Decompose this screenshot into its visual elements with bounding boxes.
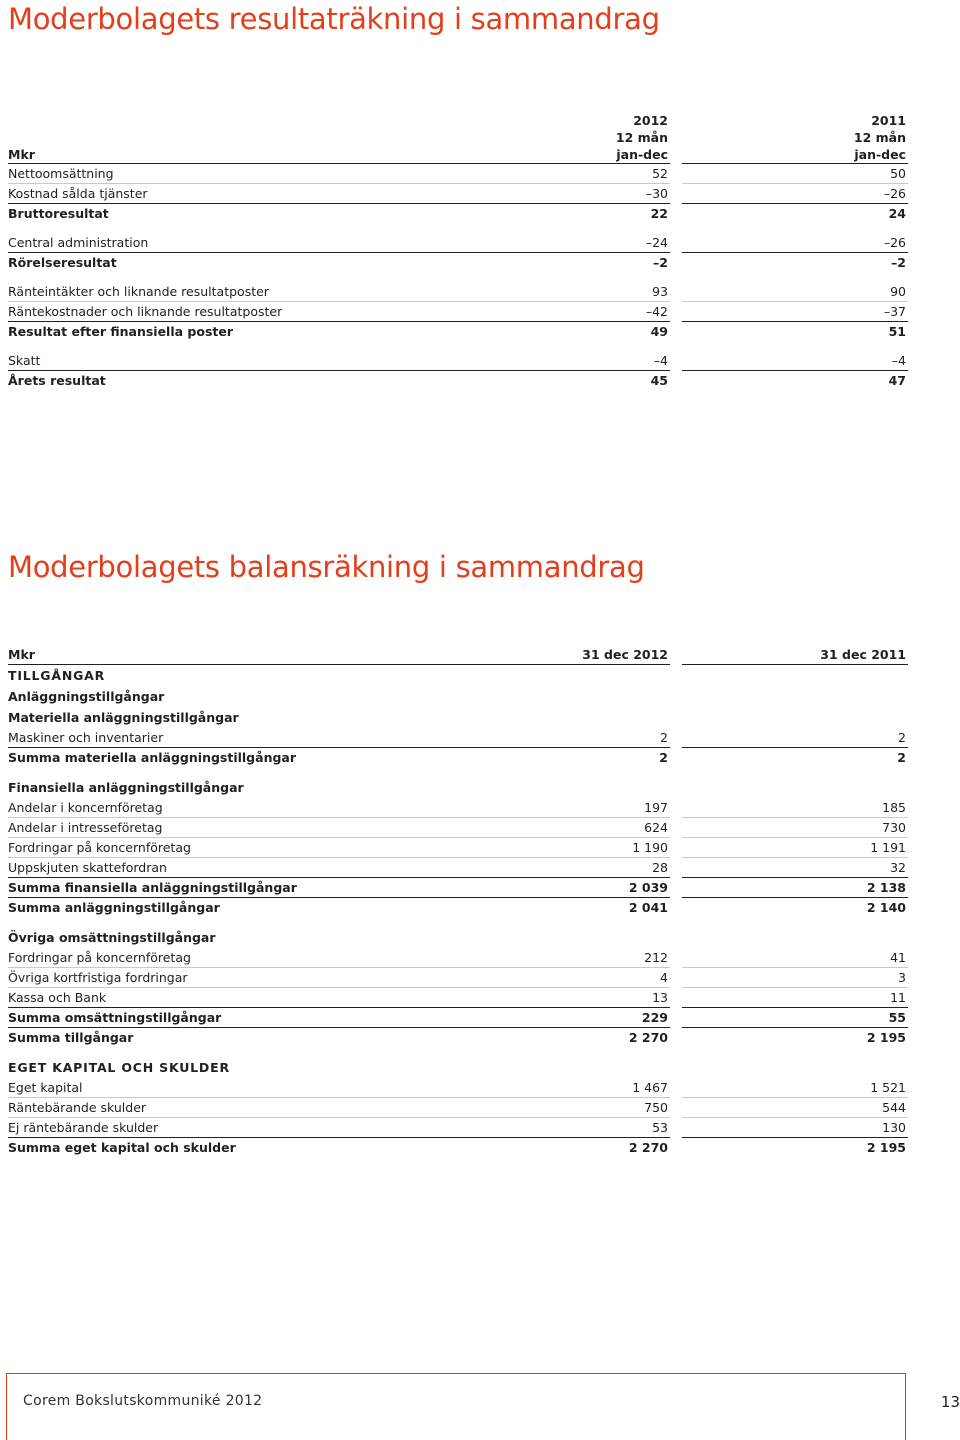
value-2012: 1 190 (448, 838, 670, 858)
row-label: Nettoomsättning (8, 164, 448, 184)
section-heading (8, 777, 908, 798)
row-label: Fordringar på koncernföretag (8, 948, 448, 968)
value-2012: 2 (448, 728, 670, 748)
value-2011: –26 (682, 233, 908, 253)
table-row (8, 322, 908, 342)
section-heading (8, 927, 908, 948)
table-row (8, 282, 908, 302)
column-year: 2011 (871, 113, 906, 128)
column-header-2011: 31 dec 2011 (682, 645, 908, 665)
value-2011: 2 195 (866, 1140, 906, 1155)
table-row (8, 838, 908, 858)
value-2012: 1 467 (448, 1078, 670, 1098)
row-label: Andelar i koncernföretag (8, 798, 448, 818)
value-2012: –30 (448, 184, 670, 204)
value-2011: 11 (682, 988, 908, 1008)
row-label: Summa anläggningstillgångar (8, 900, 220, 915)
section-heading-financial: Finansiella anläggningstillgångar (8, 780, 244, 795)
section-heading-fixed-assets: Anläggningstillgångar (8, 689, 165, 704)
row-label: Summa omsättningstillgångar (8, 1008, 448, 1028)
value-2011: 1 521 (682, 1078, 908, 1098)
value-2012: 2 (659, 750, 668, 765)
row-label: Fordringar på koncernföretag (8, 838, 448, 858)
column-period: 12 mån (853, 130, 906, 145)
unit-label: Mkr (8, 645, 448, 665)
value-2011: 41 (682, 948, 908, 968)
table-row (8, 233, 908, 253)
page-number: 13 (940, 1393, 960, 1411)
value-2011: –26 (682, 184, 908, 204)
value-2011: 2 (682, 728, 908, 748)
row-label: Ej räntebärande skulder (8, 1118, 448, 1138)
section-heading-equity-liabilities: EGET KAPITAL OCH SKULDER (8, 1060, 230, 1075)
section-heading (8, 707, 908, 728)
table-row (8, 1078, 908, 1098)
section-heading (8, 665, 908, 687)
column-header-2011 (682, 112, 908, 164)
value-2011: –2 (891, 255, 906, 270)
row-label: Rörelseresultat (8, 255, 117, 270)
value-2012: –42 (448, 302, 670, 322)
value-2012: 52 (448, 164, 670, 184)
table-row (8, 748, 908, 768)
row-label: Årets resultat (8, 373, 106, 388)
value-2011: 1 191 (682, 838, 908, 858)
table-row (8, 302, 908, 322)
value-2012: 49 (650, 324, 668, 339)
value-2012: 2 270 (628, 1030, 668, 1045)
row-label: Resultat efter finansiella poster (8, 324, 233, 339)
value-2012: 2 041 (628, 900, 668, 915)
value-2012: 45 (650, 373, 668, 388)
income-statement-table (8, 112, 908, 390)
value-2012: –4 (448, 351, 670, 371)
section-heading (8, 686, 908, 707)
row-label: Kassa och Bank (8, 988, 448, 1008)
value-2012: 624 (448, 818, 670, 838)
section-heading-assets: TILLGÅNGAR (8, 668, 106, 683)
row-label: Summa eget kapital och skulder (8, 1140, 236, 1155)
table-row (8, 818, 908, 838)
value-2011: 2 (897, 750, 906, 765)
row-label: Maskiner och inventarier (8, 728, 448, 748)
table-header-row (8, 112, 908, 164)
table-row (8, 351, 908, 371)
table-row (8, 898, 908, 918)
table-row (8, 1028, 908, 1048)
publication-title: Corem Bokslutskommuniké 2012 (23, 1393, 263, 1409)
column-range: jan-dec (616, 147, 668, 162)
value-2011: –37 (682, 302, 908, 322)
row-label: Bruttoresultat (8, 206, 109, 221)
value-2011: 130 (682, 1118, 908, 1138)
value-2012: 750 (448, 1098, 670, 1118)
value-2011: 2 138 (682, 878, 908, 898)
row-label: Skatt (8, 351, 448, 371)
table-row (8, 798, 908, 818)
value-2012: –24 (448, 233, 670, 253)
value-2012: 28 (448, 858, 670, 878)
value-2011: 2 140 (866, 900, 906, 915)
row-label: Räntebärande skulder (8, 1098, 448, 1118)
column-year: 2012 (633, 113, 668, 128)
row-label: Räntekostnader och liknande resultatposter (8, 302, 448, 322)
table-row (8, 204, 908, 224)
section-heading-current: Övriga omsättningstillgångar (8, 930, 216, 945)
value-2011: 47 (888, 373, 906, 388)
table-row (8, 253, 908, 273)
row-label: Summa finansiella anläggningstillgångar (8, 878, 448, 898)
row-label: Central administration (8, 233, 448, 253)
table-row (8, 1098, 908, 1118)
table-row (8, 1138, 908, 1158)
value-2011: 51 (888, 324, 906, 339)
value-2011: 2 195 (866, 1030, 906, 1045)
balance-sheet-title: Moderbolagets balansräkning i sammandrag (8, 550, 645, 584)
table-row (8, 878, 908, 898)
value-2011: 3 (682, 968, 908, 988)
table-row (8, 371, 908, 391)
value-2012: 212 (448, 948, 670, 968)
value-2011: 730 (682, 818, 908, 838)
value-2011: 55 (682, 1008, 908, 1028)
row-label: Övriga kortfristiga fordringar (8, 968, 448, 988)
value-2011: 32 (682, 858, 908, 878)
unit-label: Mkr (8, 112, 448, 164)
column-header-2012 (448, 112, 670, 164)
value-2012: 2 270 (628, 1140, 668, 1155)
value-2012: 4 (448, 968, 670, 988)
section-heading (8, 1057, 908, 1078)
page-footer (6, 1373, 960, 1440)
value-2011: 544 (682, 1098, 908, 1118)
section-heading-tangible: Materiella anläggningstillgångar (8, 710, 239, 725)
row-label: Summa tillgångar (8, 1030, 134, 1045)
column-range: jan-dec (854, 147, 906, 162)
value-2012: 13 (448, 988, 670, 1008)
row-label: Andelar i intresseföretag (8, 818, 448, 838)
balance-sheet-table (8, 645, 908, 1157)
row-label: Kostnad sålda tjänster (8, 184, 448, 204)
table-row (8, 728, 908, 748)
value-2011: 185 (682, 798, 908, 818)
value-2012: 53 (448, 1118, 670, 1138)
value-2012: 229 (448, 1008, 670, 1028)
row-label: Ränteintäkter och liknande resultatposter (8, 282, 448, 302)
value-2012: 22 (650, 206, 668, 221)
income-statement-title: Moderbolagets resultaträkning i sammandrag (8, 2, 660, 36)
table-row (8, 988, 908, 1008)
table-header-row (8, 645, 908, 665)
table-row (8, 164, 908, 184)
value-2011: 50 (682, 164, 908, 184)
table-row (8, 1118, 908, 1138)
row-label: Summa materiella anläggningstillgångar (8, 750, 297, 765)
column-period: 12 mån (615, 130, 668, 145)
table-row (8, 968, 908, 988)
table-row (8, 948, 908, 968)
table-row (8, 858, 908, 878)
column-header-2012: 31 dec 2012 (448, 645, 670, 665)
value-2012: –2 (653, 255, 668, 270)
value-2011: 90 (682, 282, 908, 302)
row-label: Uppskjuten skattefordran (8, 858, 448, 878)
table-row (8, 184, 908, 204)
value-2011: –4 (682, 351, 908, 371)
value-2012: 2 039 (448, 878, 670, 898)
row-label: Eget kapital (8, 1078, 448, 1098)
table-row (8, 1008, 908, 1028)
value-2012: 93 (448, 282, 670, 302)
value-2011: 24 (888, 206, 906, 221)
value-2012: 197 (448, 798, 670, 818)
